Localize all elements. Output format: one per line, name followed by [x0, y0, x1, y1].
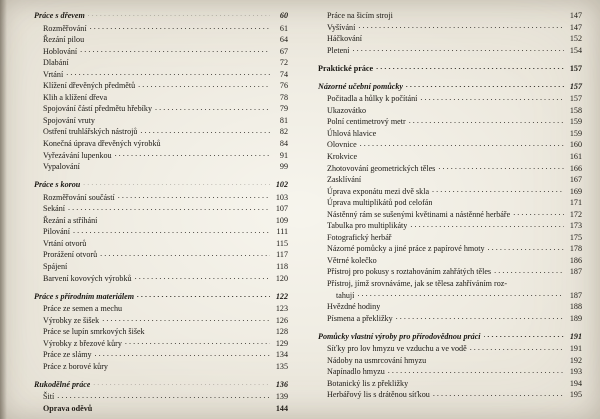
toc-entry: [318, 22, 582, 34]
toc-entry: [34, 238, 288, 250]
dot-leader: [494, 272, 564, 273]
dot-leader: [357, 295, 564, 296]
toc-entry: [34, 138, 288, 150]
toc-page-number: 117: [276, 250, 288, 260]
toc-page-number: 109: [275, 215, 288, 225]
dot-leader: [90, 28, 270, 29]
dot-leader: [66, 74, 270, 75]
toc-entry-label: Počitadla a hůlky k počítání: [327, 94, 418, 104]
toc-page-number: 122: [275, 291, 288, 301]
dot-leader: [406, 86, 564, 87]
dot-leader: [89, 243, 270, 244]
dot-leader: [95, 408, 270, 409]
toc-entry: [34, 203, 288, 215]
dot-leader: [102, 320, 270, 321]
toc-entry-label: Úhlová hlavice: [327, 128, 377, 138]
dot-leader: [80, 51, 270, 52]
toc-entry-label: Nádoby na usmrcování hmyzu: [327, 355, 427, 365]
toc-entry-label: Krokvice: [327, 152, 358, 162]
toc-entry-label: Barvení kovových výrobků: [43, 273, 132, 283]
dot-leader: [148, 331, 270, 332]
dot-leader: [435, 202, 564, 203]
toc-page-number: 186: [569, 255, 582, 265]
dot-leader: [138, 86, 270, 87]
toc-page-number: 191: [569, 344, 582, 354]
dot-leader: [470, 349, 564, 350]
toc-entry: [318, 255, 582, 267]
dot-leader: [115, 155, 270, 156]
dot-leader: [410, 226, 564, 227]
toc-entry-label: Síťky pro lov hmyzu ve vzduchu a ve vodě: [327, 344, 467, 354]
dot-leader: [484, 336, 564, 337]
dot-leader: [433, 395, 564, 396]
dot-leader: [388, 372, 564, 373]
toc-page-number: 126: [275, 315, 288, 325]
dot-leader: [73, 232, 270, 233]
toc-entry-label: Hvězdné hodiny: [327, 302, 381, 312]
toc-entry: [34, 349, 288, 361]
toc-entry: [34, 192, 288, 204]
toc-entry-label: Písmena a překližky: [327, 313, 393, 323]
toc-entry-label: Výrobky z březové kůry: [43, 338, 122, 348]
toc-entry: [34, 338, 288, 350]
toc-page-number: 128: [275, 327, 288, 337]
toc-entry: [34, 161, 288, 173]
toc-column-right: [304, 10, 586, 411]
toc-entry-label: tahují: [336, 290, 355, 300]
toc-page-number: 157: [569, 63, 582, 73]
dot-leader: [438, 168, 564, 169]
toc-page-number: 147: [569, 11, 582, 20]
toc-page-number: 72: [279, 58, 288, 68]
toc-entry-label: Herbářový lis s drátěnou síťkou: [327, 390, 430, 400]
toc-entry-label: Vrtání otvorů: [43, 238, 87, 248]
toc-page-number: 84: [279, 139, 288, 149]
dot-leader: [429, 360, 564, 361]
toc-entry: [34, 403, 288, 415]
toc-entry: [34, 23, 288, 35]
toc-entry: [34, 46, 288, 58]
toc-entry: [34, 315, 288, 327]
dot-leader: [360, 156, 564, 157]
toc-page-number: 158: [569, 105, 582, 115]
dot-leader: [396, 15, 564, 16]
toc-page-number: 135: [275, 361, 288, 371]
toc-page-number: 134: [275, 350, 288, 360]
dot-leader: [376, 68, 564, 69]
dot-leader: [100, 220, 270, 221]
toc-entry: [34, 103, 288, 115]
dot-leader: [383, 306, 564, 307]
toc-entry-label: Olovnice: [327, 140, 357, 150]
toc-page-number: 159: [569, 128, 582, 138]
toc-entry: [318, 355, 582, 367]
toc-page-number: 192: [569, 355, 582, 365]
dot-leader: [95, 355, 270, 356]
toc-entry: [34, 303, 288, 315]
dot-leader: [396, 318, 564, 319]
toc-entry: [34, 361, 288, 373]
dot-leader: [87, 39, 270, 40]
toc-entry-label: Konečná úprava dřevěných výrobků: [43, 139, 161, 149]
toc-entry-label: Přístroj, jímž srovnáváme, jak se tělesa zahříváním roz-: [327, 279, 508, 289]
toc-entry-label: Nástěnný rám se sušenými květinami a nástěnné herbáře: [327, 209, 511, 219]
toc-entry: [34, 261, 288, 273]
toc-page-number: 193: [569, 367, 582, 377]
dot-leader: [379, 133, 564, 134]
toc-page-number: 82: [279, 127, 288, 137]
toc-entry: [318, 45, 582, 57]
toc-page-number: 187: [569, 267, 582, 277]
dot-leader: [488, 249, 564, 250]
toc-entry: [318, 301, 582, 313]
dot-leader: [100, 255, 270, 256]
toc-page-number: 167: [569, 175, 582, 185]
toc-entry-label: Výrobky ze šišek: [43, 315, 100, 325]
dot-leader: [93, 384, 270, 385]
dot-leader: [420, 99, 564, 100]
toc-page-number: 139: [275, 392, 288, 402]
toc-entry: [318, 313, 582, 325]
toc-entry-label: Vypalování: [43, 162, 80, 172]
toc-page-number: 161: [569, 152, 582, 162]
toc-entry-label: Šití: [43, 392, 55, 402]
dot-leader: [411, 383, 564, 384]
toc-entry: [34, 150, 288, 162]
toc-entry-label: Zhotovování geometrických těles: [327, 163, 436, 173]
toc-page-number: 129: [275, 338, 288, 348]
toc-entry-label: Práce na šicím stroji: [327, 11, 393, 20]
dot-leader: [125, 308, 270, 309]
toc-entry-label: Úprava exponátu mezi dvě skla: [327, 186, 430, 196]
toc-section-heading: [318, 81, 582, 93]
toc-entry: [34, 57, 288, 69]
toc-entry-label: Tabulka pro multiplikáty: [327, 221, 408, 231]
toc-section-heading: [34, 179, 288, 191]
toc-page-number: 136: [275, 379, 288, 389]
toc-page-number: 107: [275, 204, 288, 214]
dot-leader: [358, 27, 564, 28]
toc-entry: [318, 151, 582, 163]
dot-leader: [352, 50, 564, 51]
toc-entry-label: Zasklívání: [327, 175, 362, 185]
toc-entry-label: Práce ze semen a mechu: [43, 304, 123, 314]
dot-leader: [395, 237, 564, 238]
toc-entry-label: Pletení: [327, 45, 350, 55]
toc-entry: [34, 215, 288, 227]
toc-page-number: 178: [569, 244, 582, 254]
toc-entry: [318, 10, 582, 22]
toc-page-number: 191: [569, 331, 582, 341]
toc-entry-label: Botanický lis z překližky: [327, 378, 409, 388]
toc-entry-label: Spojování částí předmětu hřebíky: [43, 104, 153, 114]
toc-page-number: 160: [569, 140, 582, 150]
toc-page-number: 154: [569, 45, 582, 55]
toc-entry: [318, 105, 582, 117]
toc-entry: [318, 163, 582, 175]
toc-entry: [34, 80, 288, 92]
toc-entry: [318, 220, 582, 232]
dot-leader: [365, 38, 564, 39]
dot-leader: [369, 110, 564, 111]
toc-entry-label: Oprava oděvů: [43, 404, 93, 413]
toc-page-number: 159: [569, 117, 582, 127]
toc-page-number: 194: [569, 378, 582, 388]
toc-page-number: 64: [279, 35, 288, 45]
toc-page-number: 115: [276, 238, 288, 248]
toc-entry-label: Vyřezávání lupenkou: [43, 150, 112, 160]
toc-entry: [34, 273, 288, 285]
toc-entry: [318, 139, 582, 151]
toc-page-number: 61: [279, 23, 288, 33]
toc-section-heading: [34, 291, 288, 303]
toc-section-heading: [34, 379, 288, 391]
dot-leader: [380, 260, 564, 261]
toc-page-number: 79: [279, 104, 288, 114]
toc-entry-label: Ukazovátko: [327, 105, 367, 115]
toc-entry: [318, 197, 582, 209]
toc-entry: [318, 243, 582, 255]
toc-entry-label: Práce se lupín smrkových šišek: [43, 327, 145, 337]
toc-entry-label: Napínadlo hmyzu: [327, 367, 385, 377]
dot-leader: [98, 120, 270, 121]
dot-leader: [57, 397, 270, 398]
dot-leader: [88, 15, 270, 16]
toc-entry-label: Rozměřování součástí: [43, 192, 115, 202]
toc-entry: [318, 93, 582, 105]
dot-leader: [164, 143, 270, 144]
toc-entry: [34, 126, 288, 138]
toc-entry-label: Práce ze slámy: [43, 350, 92, 360]
toc-page-number: 102: [275, 180, 288, 190]
dot-leader: [513, 214, 564, 215]
toc-entry: [318, 278, 582, 290]
dot-leader: [360, 145, 564, 146]
toc-section-label: Práce s přírodním materiálem: [34, 291, 135, 301]
dot-leader: [135, 278, 270, 279]
toc-entry: [34, 69, 288, 81]
toc-section-label: Rukodělné práce: [34, 379, 91, 389]
toc-entry-label: Fotografický herbář: [327, 232, 392, 242]
toc-entry: [318, 186, 582, 198]
toc-entry-label: Klih a klížení dřeva: [43, 92, 108, 102]
toc-page-number: 118: [276, 261, 288, 271]
toc-entry-label: Pilování: [43, 227, 70, 237]
toc-page-number: 81: [279, 115, 288, 125]
dot-leader: [140, 132, 270, 133]
toc-entry: [34, 92, 288, 104]
toc-page-number: 187: [569, 290, 582, 300]
toc-entry-label: Háčkování: [327, 34, 363, 44]
toc-entry: [318, 174, 582, 186]
toc-entry: [318, 209, 582, 221]
toc-entry-label: Spájení: [43, 261, 68, 271]
dot-leader: [111, 366, 270, 367]
dot-leader: [409, 122, 564, 123]
toc-section-label: Práce s korou: [34, 180, 81, 190]
toc-page-number: 74: [279, 69, 288, 79]
toc-page-number: 157: [569, 94, 582, 104]
toc-entry: [34, 249, 288, 261]
toc-page-number: 175: [569, 232, 582, 242]
toc-section-heading: [34, 10, 288, 22]
toc-entry-label: Řezání a stříhání: [43, 215, 98, 225]
dot-leader: [70, 266, 270, 267]
toc-section-label: Pomůcky vlastní výroby pro přírodovědnou práci: [318, 331, 481, 341]
toc-page-number: 169: [569, 186, 582, 196]
toc-entry: [318, 116, 582, 128]
toc-entry-label: Rozměřování: [43, 23, 87, 33]
toc-entry: [318, 290, 582, 302]
toc-page-number: 111: [276, 227, 288, 237]
toc-entry-label: Prorážení otvorů: [43, 250, 98, 260]
dot-leader: [72, 62, 270, 63]
dot-leader: [364, 179, 564, 180]
toc-entry-label: Dlabání: [43, 58, 69, 68]
toc-page-number: 60: [279, 11, 288, 20]
toc-entry: [34, 326, 288, 338]
toc-section-heading: [318, 63, 582, 75]
dot-leader: [83, 184, 270, 185]
toc-entry: [34, 34, 288, 46]
toc-entry: [34, 226, 288, 238]
toc-entry: [318, 266, 582, 278]
toc-entry-label: Klížení dřevěných předmětů: [43, 81, 136, 91]
toc-page-number: 189: [569, 313, 582, 323]
dot-leader: [432, 191, 564, 192]
dot-leader: [125, 343, 270, 344]
toc-page-number: 144: [275, 404, 288, 413]
toc-section-label: Názorné učební pomůcky: [318, 81, 403, 91]
toc-section-label: Práce s dřevem: [34, 11, 85, 20]
dot-leader: [137, 296, 270, 297]
toc-page-number: 166: [569, 163, 582, 173]
toc-column-left: [22, 10, 304, 411]
toc-page-number: 103: [275, 192, 288, 202]
toc-entry: [318, 366, 582, 378]
toc-page-number: 76: [279, 81, 288, 91]
toc-page-number: 171: [569, 198, 582, 208]
toc-entry-label: Ostření truhlářských nástrojů: [43, 127, 138, 137]
toc-entry: [318, 128, 582, 140]
toc-page-number: 78: [279, 92, 288, 102]
dot-leader: [118, 197, 270, 198]
toc-entry: [318, 343, 582, 355]
toc-page-number: 67: [279, 46, 288, 56]
dot-leader: [83, 166, 270, 167]
toc-section-heading: [318, 331, 582, 343]
toc-entry-label: Větrné kolečko: [327, 255, 377, 265]
toc-entry: [34, 391, 288, 403]
toc-entry-label: Názorné pomůcky a jiné práce z papírové hmoty: [327, 244, 485, 254]
toc-page-number: 172: [569, 209, 582, 219]
toc-section-label: Praktické práce: [318, 63, 374, 73]
toc-page-number: 123: [275, 304, 288, 314]
toc-page-number: 91: [279, 150, 288, 160]
toc-entry-label: Řezání pilou: [43, 35, 85, 45]
toc-page-number: 157: [569, 81, 582, 91]
toc-entry: [318, 389, 582, 401]
toc-entry-label: Spojování vruty: [43, 115, 95, 125]
dot-leader: [68, 209, 270, 210]
dot-leader: [155, 109, 270, 110]
toc-entry: [318, 33, 582, 45]
toc-entry-label: Vyšívání: [327, 22, 356, 32]
toc-entry-label: Úprava multiplikátů pod celofán: [327, 198, 433, 208]
toc-entry-label: Vrtání: [43, 69, 64, 79]
dot-leader: [110, 97, 270, 98]
toc-entry: [318, 378, 582, 390]
toc-entry-label: Přístroj pro pokusy s roztahováním zahřátých těles: [327, 267, 492, 277]
toc-page-number: 188: [569, 302, 582, 312]
toc-page-number: 99: [279, 162, 288, 172]
toc-entry-label: Sekání: [43, 204, 66, 214]
toc-page-number: 152: [569, 34, 582, 44]
toc-page-number: 120: [275, 273, 288, 283]
toc-entry-label: Hoblování: [43, 46, 78, 56]
toc-entry-label: Práce z borové kůry: [43, 361, 108, 371]
toc-entry: [318, 232, 582, 244]
toc-entry: [34, 115, 288, 127]
toc-page-number: 195: [569, 390, 582, 400]
toc-page-number: 173: [569, 221, 582, 231]
toc-entry-label: Polní centimetrový metr: [327, 117, 406, 127]
toc-page-number: 147: [569, 22, 582, 32]
